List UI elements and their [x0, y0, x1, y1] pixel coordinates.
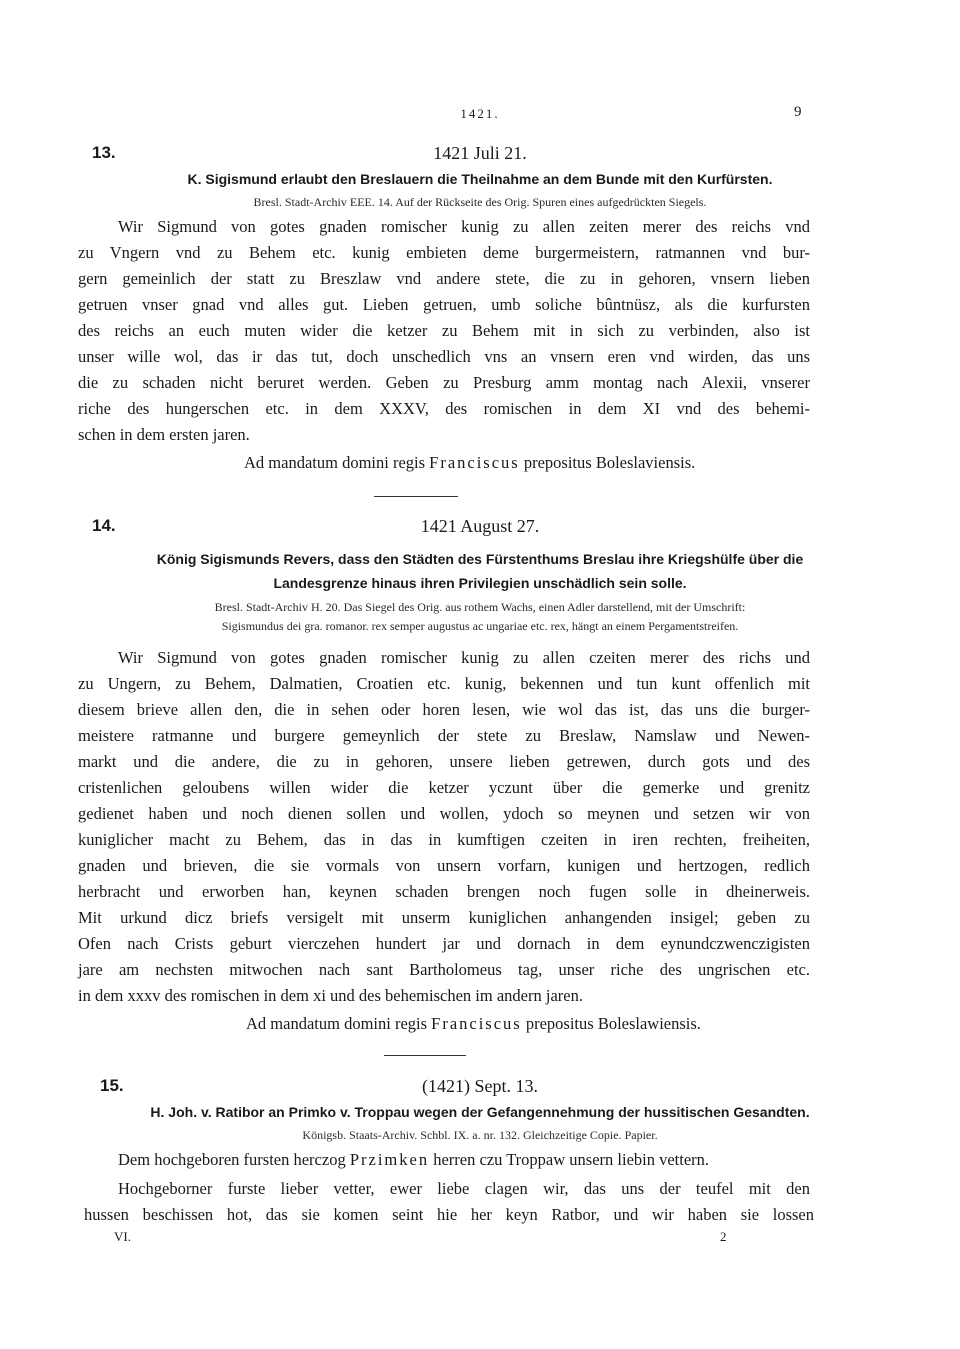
entry-source: Bresl. Stadt-Archiv EEE. 14. Auf der Rückseite des Orig. Spuren eines aufgedrückten Siegels. [253, 195, 707, 209]
subscription-pre: Ad mandatum domini regis [244, 453, 426, 472]
entry-heading: K. Sigismund erlaubt den Breslauern die Theilnahme an dem Bunde mit den Kurfürsten. [187, 171, 773, 187]
subscription-post: prepositus Boleslawiensis. [525, 1014, 701, 1033]
subscription [244, 453, 695, 473]
body-line: kuniglicher macht zu Behem, das in das in kumftigen czeiten in iren rechten, freiheiten, [78, 830, 810, 849]
subscription-post: prepositus Boleslaviensis. [523, 453, 696, 472]
body-line: schen in dem ersten jaren. [78, 425, 250, 444]
entry-date: 1421 Juli 21. [433, 143, 527, 163]
body-line: Wir Sigmund von gotes gnaden romischer kunig zu allen zeiten merer des reichs vnd [118, 217, 810, 236]
body-line: in dem xxxv des romischen in dem xi und des behemischen im andern jaren. [78, 986, 583, 1005]
entry-date: (1421) Sept. 13. [422, 1076, 538, 1096]
body-line: herbracht und erworben han, keynen schaden brengen noch fugen solle in dheinerweis. [78, 882, 810, 901]
body-line: zu Ungern, zu Behem, Dalmatien, Croatien etc. kunig, bekennen und tun kunt offenlich mit [78, 674, 810, 693]
entry-date: 1421 August 27. [420, 516, 540, 536]
entry-source: Sigismundus dei gra. romanor. rex semper augustus ac ungariae etc. rex, hängt an einem Pergamentstreifen. [221, 619, 739, 633]
body-line: Wir Sigmund von gotes gnaden romischer kunig zu allen czeiten merer des richs und [118, 648, 810, 667]
section-divider [384, 1055, 466, 1056]
signature-mark: VI. [114, 1229, 131, 1244]
body-line: gern gemeinlich der statt zu Breszlaw vnd andere stete, die zu in gehoren, vnsern lieben [78, 269, 810, 288]
body-line: markt und die andere, die zu in gehoren, unsere lieben getrewen, durch gots und des [78, 752, 810, 771]
running-head: 1421. [460, 106, 500, 121]
body-line: hussen beschissen hot, das sie komen seint hie her keyn Ratbor, und wir haben sie lossen [84, 1205, 814, 1224]
section-divider [374, 496, 458, 497]
body-line: meistere ratmanne und burgere gemeynlich der stete zu Breslaw, Namslaw und Newen- [78, 726, 810, 745]
body-line: die zu schaden nicht beruret werden. Geben zu Presburg amm montag nach Alexii, vnserer [78, 373, 810, 392]
body-line: des reichs an euch muten wider die ketzer zu Behem mit in sich zu verbinden, also ist [78, 321, 810, 340]
body-line: Ofen nach Crists geburt vierczehen hundert jar und dornach in dem eynundczwenczigisten [78, 934, 810, 953]
entry-source: Bresl. Stadt-Archiv H. 20. Das Siegel des Orig. aus rothem Wachs, einen Adler darstellend, mit der Umschrift: [214, 600, 746, 614]
address-pre: Dem hochgeboren fursten herczog [118, 1150, 346, 1169]
body-line: gnaden und brieven, die sie vormals von unsern vorfarn, kunigen und hertzogen, redlich [78, 856, 810, 875]
body-line: zu Vngern vnd zu Behem etc. kunig embieten deme burgermeistern, ratmannen vnd bur- [78, 243, 810, 262]
entry-heading: König Sigismunds Revers, dass den Städten des Fürstenthums Breslau ihre Kriegshülfe über die [156, 551, 804, 567]
entry-heading: Landesgrenze hinaus ihren Privilegien unschädlich sein solle. [273, 575, 687, 591]
address-post: herren czu Troppaw unsern liebin vettern. [433, 1150, 710, 1169]
body-line: gedienet haben und noch dienen sollen und wollen, ydoch so meynen und setzen wir von [78, 804, 810, 823]
entry-number: 14. [92, 516, 116, 535]
body-line: jare am nechsten mitwochen nach sant Bartholomeus tag, unser riche des ungrischen etc. [78, 960, 810, 979]
entry-source: Königsb. Staats-Archiv. Schbl. IX. a. nr. 132. Gleichzeitige Copie. Papier. [302, 1128, 658, 1142]
subscription [246, 1014, 701, 1034]
body-line: cristenlichen geloubens willen wider die ketzer yczunt über die gemerke und grenitz [78, 778, 810, 797]
subscription-name: Franciscus [429, 453, 520, 472]
body-line: Mit urkund dicz briefs versigelt mit unserm kuniglichen anhangenden insigel; geben zu [78, 908, 810, 927]
subscription-pre: Ad mandatum domini regis [246, 1014, 428, 1033]
address-name: Przimken [349, 1150, 430, 1169]
page-number: 9 [794, 104, 802, 120]
body-line: riche des hungerschen etc. in dem XXXV, des romischen in dem XI vnd des behemi- [78, 399, 810, 418]
subscription-name: Franciscus [431, 1014, 522, 1033]
body-line: unser wille wol, das ir das tut, doch unschedlich vns an vnsern eren vnd wirden, das uns [78, 347, 810, 366]
address-line [118, 1150, 709, 1170]
entry-heading: H. Joh. v. Ratibor an Primko v. Troppau wegen der Gefangennehmung der hussitischen Gesandten. [150, 1104, 810, 1120]
entry-number: 13. [92, 143, 116, 162]
sheet-number: 2 [720, 1229, 727, 1244]
body-line: diesem brieve allen den, die in sehen oder horen lesen, wie wol das ist, das uns die burger- [78, 700, 810, 719]
entry-number: 15. [100, 1076, 124, 1095]
body-line: getruen vnser gnad vnd alles gut. Lieben getruen, umb soliche bûntnüsz, als die kurfursten [78, 295, 810, 314]
body-line: Hochgeborner furste lieber vetter, ewer liebe clagen wir, das uns der teufel mit den [118, 1179, 810, 1198]
